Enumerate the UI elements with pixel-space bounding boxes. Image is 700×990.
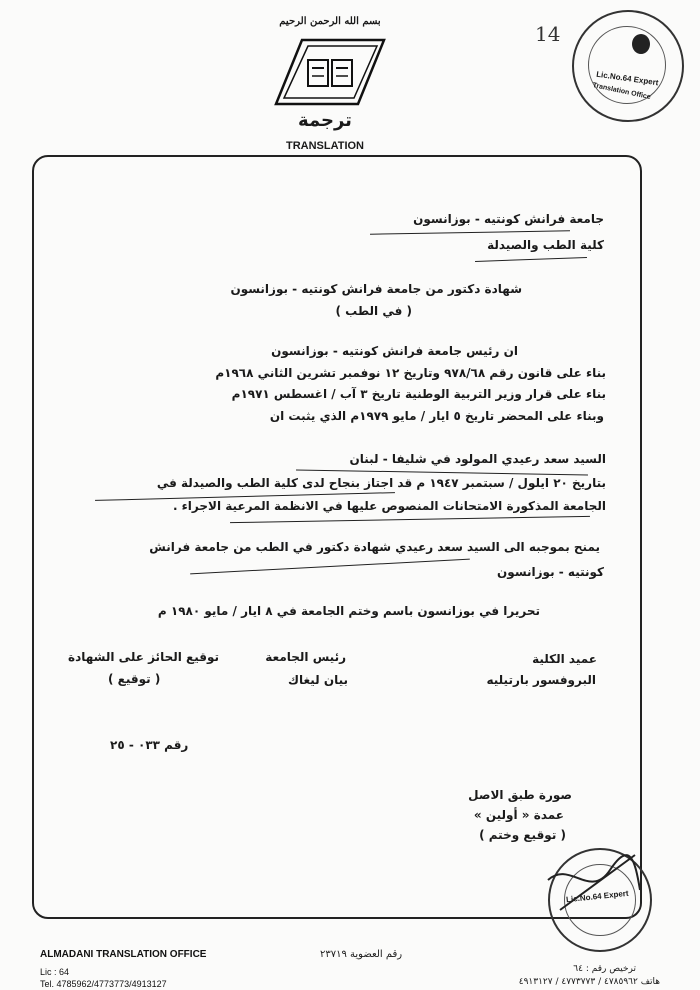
office-logo-english: TRANSLATION: [285, 140, 364, 152]
exam-line-2: الجامعة المذكورة الامتحانات المنصوص عليها في الانظمة المرعية الاجراء .: [172, 499, 606, 513]
certificate-frame: [32, 155, 642, 919]
office-logo-arabic: ترجمة: [298, 110, 352, 131]
grant-line-2: كونتيه - بوزانسون: [497, 565, 604, 579]
top-seal-stamp: [572, 10, 684, 122]
holder-signature-title: توقيع الحائز على الشهادة: [68, 650, 219, 664]
holder-line: السيد سعد رعيدي المولود في شليفا - لبنان: [349, 452, 606, 466]
license-number-ar: ترخيص رقم : ٦٤: [573, 964, 636, 974]
intro-line: ان رئيس جامعة فرانش كونتيه - بوزانسون: [271, 344, 518, 358]
dean-title: عميد الكلية: [532, 652, 597, 666]
office-license: Lic : 64: [40, 967, 70, 977]
phone-numbers-ar: هاتف ٤٧٨٥٩٦٢ / ٤٧٧٣٧٧٣ / ٤٩١٣١٢٧: [518, 977, 660, 987]
issued-line: تحريرا في بوزانسون باسم وختم الجامعة في ٨ ايار / مايو ١٩٨٠ م: [157, 604, 540, 618]
mayor-label: عمدة « أولين »: [473, 808, 564, 822]
faculty-name: كلية الطب والصيدلة: [487, 238, 604, 252]
basmala: بسم الله الرحمن الرحيم: [279, 16, 381, 27]
dean-name: البروفسور بارتيليه: [486, 673, 596, 687]
handwritten-signature: [540, 840, 650, 940]
exam-line-1: بتاريخ ٢٠ ايلول / سبتمبر ١٩٤٧ م قد اجتاز بنجاح لدى كلية الطب والصيدلة في: [156, 476, 606, 490]
office-logo-icon: [272, 30, 387, 110]
top-seal-subtext: Translation Office: [591, 81, 652, 102]
certificate-title: شهادة دكتور من جامعة فرانش كونتيه - بوزانسون: [230, 282, 522, 296]
decision-line: بناء على قرار وزير التربية الوطنية تاريخ ٣ آب / اغسطس ١٩٧١م: [231, 387, 606, 401]
president-name: بيان ليغاك: [287, 673, 348, 687]
top-seal-text: Lic.No.64 Expert: [595, 69, 660, 88]
office-name: ALMADANI TRANSLATION OFFICE: [40, 949, 207, 960]
copy-label: صورة طبق الاصل: [468, 788, 572, 802]
grant-line-1: يمنح بموجبه الى السيد سعد رعيدي شهادة دكتور في الطب من جامعة فرانش: [149, 540, 600, 554]
page-number: 14: [535, 22, 561, 46]
university-name: جامعة فرانش كونتيه - بوزانسون: [413, 212, 604, 226]
office-phones: Tel. 4785962/4773773/4913127: [40, 979, 167, 989]
minutes-line: وبناء على المحضر تاريخ ٥ ايار / مايو ١٩٧٩م الذي يثبت ان: [269, 409, 604, 423]
law-line: بناء على قانون رقم ٩٧٨/٦٨ وتاريخ ١٢ نوفمبر تشرين الثاني ١٩٦٨م: [215, 366, 606, 380]
certificate-field: ( في الطب ): [335, 304, 412, 318]
bottom-seal-text: Lic.No.64 Expert: [565, 888, 629, 905]
president-title: رئيس الجامعة: [265, 650, 346, 664]
reference-number: رقم ٠٣٣ - ٢٥: [110, 738, 189, 752]
copy-signature: ( توقيع وختم ): [479, 828, 566, 842]
membership-number: رقم العضوية ٢٣٧١٩: [320, 949, 403, 960]
holder-signature: ( توقيع ): [108, 672, 161, 686]
